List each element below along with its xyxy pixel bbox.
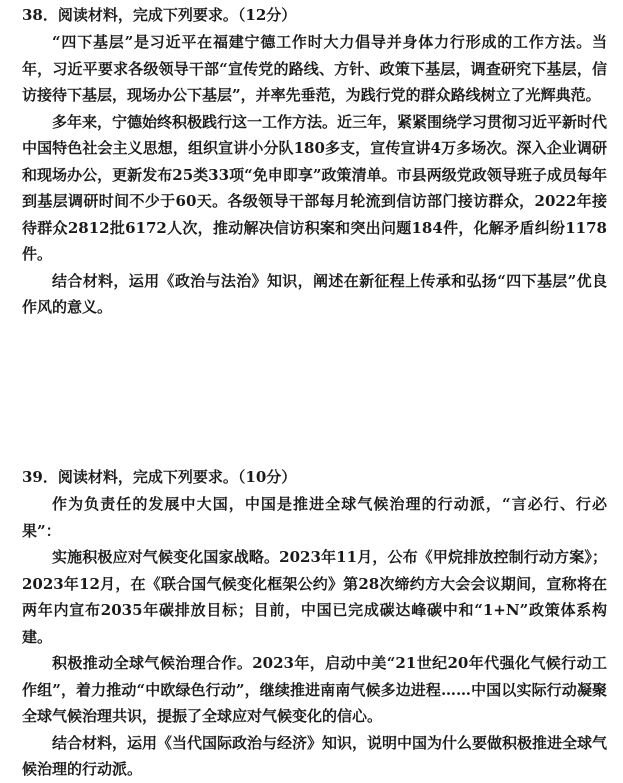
question-39-heading: 39．阅读材料，完成下列要求。（10分） [22, 468, 297, 486]
question-39-material-paragraph-3: 积极推动全球气候治理合作。2023年，启动中美“21世纪20年代强化气候行动工作组”，着力推动“中欧绿色行动”，继续推进南南气候多边进程……中国以实际行动凝聚全球气候治理共识，提振了全球应对气候变化的信心。 [22, 654, 607, 725]
question-39-material-paragraph-2: 实施积极应对气候变化国家战略。2023年11月，公布《甲烷排放控制行动方案》；2023年12月，在《联合国气候变化框架公约》第28次缔约方大会会议期间，宣称将在两年内宣布2035年碳排放目标；目前，中国已完成碳达峰碳中和“1+N”政策体系构建。 [22, 548, 607, 646]
question-38-material-paragraph-1: “四下基层”是习近平在福建宁德工作时大力倡导并身体力行形成的工作方法。当年，习近平要求各级领导干部“宣传党的路线、方针、政策下基层，调查研究下基层，信访接待下基层，现场办公下基层”，并率先垂范，为践行党的群众路线树立了光辉典范。 [22, 33, 607, 104]
question-39-material-paragraph-1: 作为负责任的发展中大国，中国是推进全球气候治理的行动派，“言必行、行必果”： [22, 495, 607, 540]
question-39-task: 结合材料，运用《当代国际政治与经济》知识，说明中国为什么要做积极推进全球气候治理的行动派。 [22, 733, 608, 778]
question-38 [22, 2, 607, 321]
question-38-material-paragraph-2: 多年来，宁德始终积极践行这一工作方法。近三年，紧紧围绕学习贯彻习近平新时代中国特色社会主义思想，组织宣讲小分队180多支，宣传宣讲4万多场次。深入企业调研和现场办公，更新发布25类33项“免申即享”政策清单。市县两级党政领导班子成员每年到基层调研时间不少于60天。各级领导干部每月轮流到信访部门接访群众，2022年接待群众2812批6172人次，推动解决信访积案和突出问题184件，化解矛盾纠纷1178件。 [22, 112, 608, 263]
question-38-heading: 38．阅读材料，完成下列要求。（12分） [22, 6, 297, 24]
question-39 [22, 464, 607, 783]
question-38-task: 结合材料，运用《政治与法治》知识，阐述在新征程上传承和弘扬“四下基层”优良作风的意义。 [22, 271, 607, 316]
